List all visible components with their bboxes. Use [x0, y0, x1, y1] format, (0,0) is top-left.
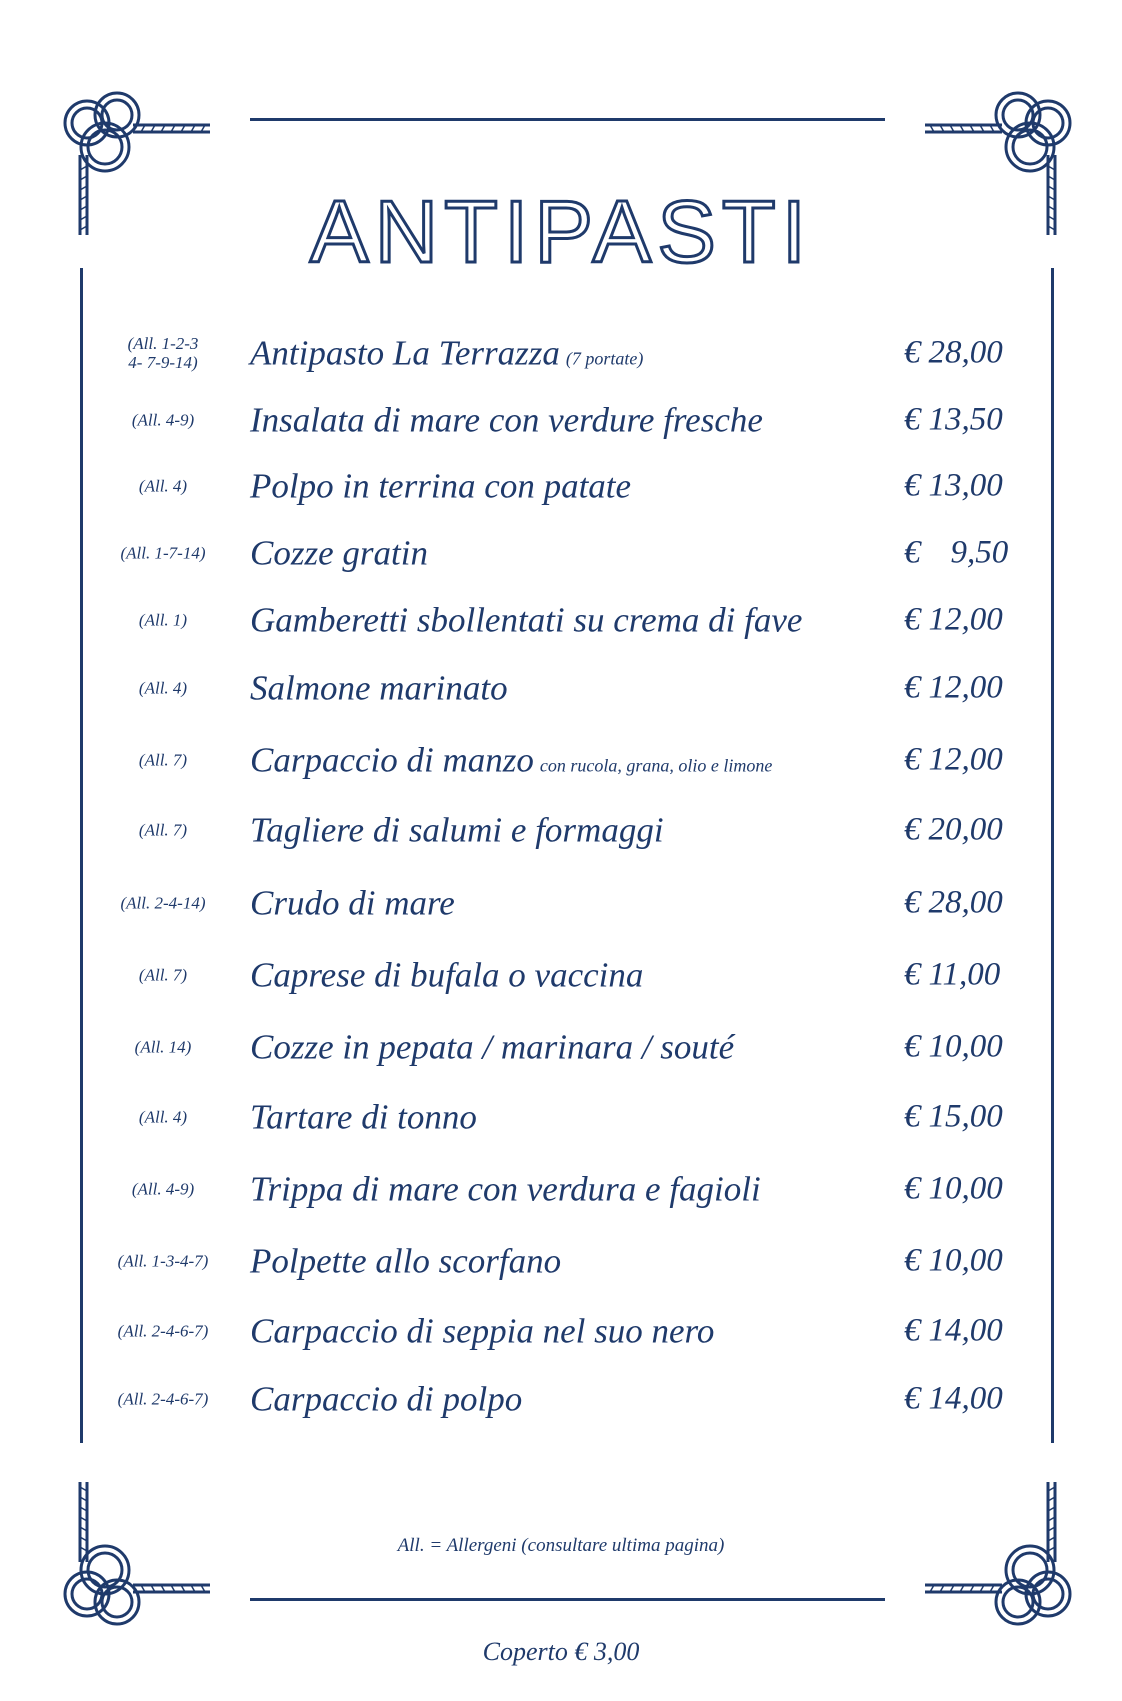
dish-name: Carpaccio di manzo [250, 740, 534, 780]
menu-item [0, 730, 1122, 790]
dish-name: Caprese di bufala o vaccina [250, 955, 644, 995]
allergen-code: (All. 4-9) [131, 410, 195, 430]
currency-symbol: € [904, 1312, 921, 1349]
dish-name: Cozze gratin [250, 533, 428, 573]
menu-item [0, 1301, 1122, 1361]
currency-symbol: € [904, 669, 921, 706]
dish-block [250, 668, 508, 708]
currency-symbol: € [904, 1098, 921, 1135]
allergen-code: (All. 2-4-6-7) [117, 1389, 209, 1409]
rope-knot-bottom-left-icon [45, 1482, 215, 1632]
price [904, 1098, 1003, 1135]
price-value: 11,00 [928, 956, 1001, 993]
price [904, 741, 1003, 778]
price [904, 811, 1003, 848]
price-value: 10,00 [928, 1170, 1003, 1207]
allergen-code: (All. 4) [138, 678, 188, 698]
page-title: ANTIPASTI [309, 182, 813, 281]
menu-item [0, 456, 1122, 516]
price-value: 28,00 [928, 334, 1003, 371]
menu-item [0, 590, 1122, 650]
dish-block [250, 1169, 761, 1209]
allergen-code: (All. 1-3-4-7) [117, 1251, 209, 1271]
dish-block [250, 955, 644, 995]
dish-name: Carpaccio di seppia nel suo nero [250, 1311, 715, 1351]
bottom-rule [250, 1598, 885, 1601]
dish-block [250, 1097, 477, 1137]
price [904, 1242, 1003, 1279]
top-rule [250, 118, 885, 121]
dish-block [250, 1379, 523, 1419]
price [904, 534, 1009, 571]
allergen-code: (All. 1-2-3 4- 7-9-14) [127, 334, 199, 372]
dish-block [250, 400, 763, 440]
price [904, 884, 1003, 921]
price-value: 12,00 [928, 741, 1003, 778]
price-value: 12,00 [928, 669, 1003, 706]
dish-block [250, 1311, 715, 1351]
price [904, 956, 1001, 993]
currency-symbol: € [904, 334, 921, 371]
menu-item [0, 390, 1122, 450]
price-value: 9,50 [950, 534, 1009, 571]
currency-symbol: € [904, 811, 921, 848]
price [904, 401, 1003, 438]
price [904, 1170, 1003, 1207]
dish-note: con rucola, grana, olio e limone [539, 755, 773, 776]
allergen-code: (All. 14) [134, 1037, 192, 1057]
menu-item [0, 1017, 1122, 1077]
dish-block [250, 810, 664, 850]
dish-name: Carpaccio di polpo [250, 1379, 523, 1419]
allergen-footnote: All. = Allergeni (consultare ultima pagina) [397, 1535, 725, 1556]
allergen-code: (All. 2-4-14) [120, 893, 206, 913]
dish-name: Trippa di mare con verdura e fagioli [250, 1169, 761, 1209]
allergen-code: (All. 7) [138, 965, 188, 985]
allergen-code: (All. 1) [138, 610, 188, 630]
allergen-code: (All. 7) [138, 750, 188, 770]
currency-symbol: € [904, 1170, 921, 1207]
allergen-code: (All. 7) [138, 820, 188, 840]
allergen-code: (All. 4-9) [131, 1179, 195, 1199]
menu-item [0, 1159, 1122, 1219]
dish-name: Salmone marinato [250, 668, 508, 708]
menu-item [0, 323, 1122, 383]
dish-block [250, 333, 644, 373]
dish-name: Tagliere di salumi e formaggi [250, 810, 664, 850]
dish-block [250, 600, 803, 640]
price-value: 14,00 [928, 1312, 1003, 1349]
currency-symbol: € [904, 956, 921, 993]
allergen-code: (All. 1-7-14) [120, 543, 206, 563]
currency-symbol: € [904, 1028, 921, 1065]
allergen-code: (All. 2-4-6-7) [117, 1321, 209, 1341]
cover-charge: Coperto € 3,00 [482, 1637, 640, 1666]
menu-item [0, 1369, 1122, 1429]
menu-item [0, 523, 1122, 583]
menu-item [0, 658, 1122, 718]
dish-block [250, 1241, 562, 1281]
dish-block [250, 740, 773, 780]
dish-name: Gamberetti sbollentati su crema di fave [250, 600, 803, 640]
price [904, 669, 1003, 706]
price-value: 13,00 [928, 467, 1003, 504]
dish-name: Antipasto La Terrazza [250, 333, 560, 373]
price [904, 467, 1003, 504]
dish-name: Polpette allo scorfano [250, 1241, 562, 1281]
dish-block [250, 466, 632, 506]
dish-name: Insalata di mare con verdure fresche [250, 400, 763, 440]
currency-symbol: € [904, 884, 921, 921]
currency-symbol: € [904, 534, 921, 571]
price [904, 1028, 1003, 1065]
price [904, 334, 1003, 371]
price [904, 1380, 1003, 1417]
currency-symbol: € [904, 401, 921, 438]
menu-item [0, 800, 1122, 860]
price-value: 15,00 [928, 1098, 1003, 1135]
dish-block [250, 883, 455, 923]
price [904, 601, 1003, 638]
price-value: 10,00 [928, 1242, 1003, 1279]
allergen-code: (All. 4) [138, 1107, 188, 1127]
price-value: 14,00 [928, 1380, 1003, 1417]
dish-name: Tartare di tonno [250, 1097, 477, 1137]
rope-knot-bottom-right-icon [920, 1482, 1090, 1632]
price [904, 1312, 1003, 1349]
dish-name: Cozze in pepata / marinara / souté [250, 1027, 735, 1067]
price-value: 28,00 [928, 884, 1003, 921]
dish-block [250, 1027, 735, 1067]
menu-item [0, 1231, 1122, 1291]
dish-note: (7 portate) [565, 348, 644, 369]
menu-item [0, 873, 1122, 933]
price-value: 20,00 [928, 811, 1003, 848]
price-value: 10,00 [928, 1028, 1003, 1065]
price-value: 12,00 [928, 601, 1003, 638]
allergen-code: (All. 4) [138, 476, 188, 496]
currency-symbol: € [904, 1242, 921, 1279]
price-value: 13,50 [928, 401, 1003, 438]
dish-name: Polpo in terrina con patate [250, 466, 632, 506]
currency-symbol: € [904, 467, 921, 504]
currency-symbol: € [904, 741, 921, 778]
menu-item [0, 945, 1122, 1005]
currency-symbol: € [904, 1380, 921, 1417]
menu-item [0, 1087, 1122, 1147]
dish-block [250, 533, 428, 573]
dish-name: Crudo di mare [250, 883, 455, 923]
currency-symbol: € [904, 601, 921, 638]
